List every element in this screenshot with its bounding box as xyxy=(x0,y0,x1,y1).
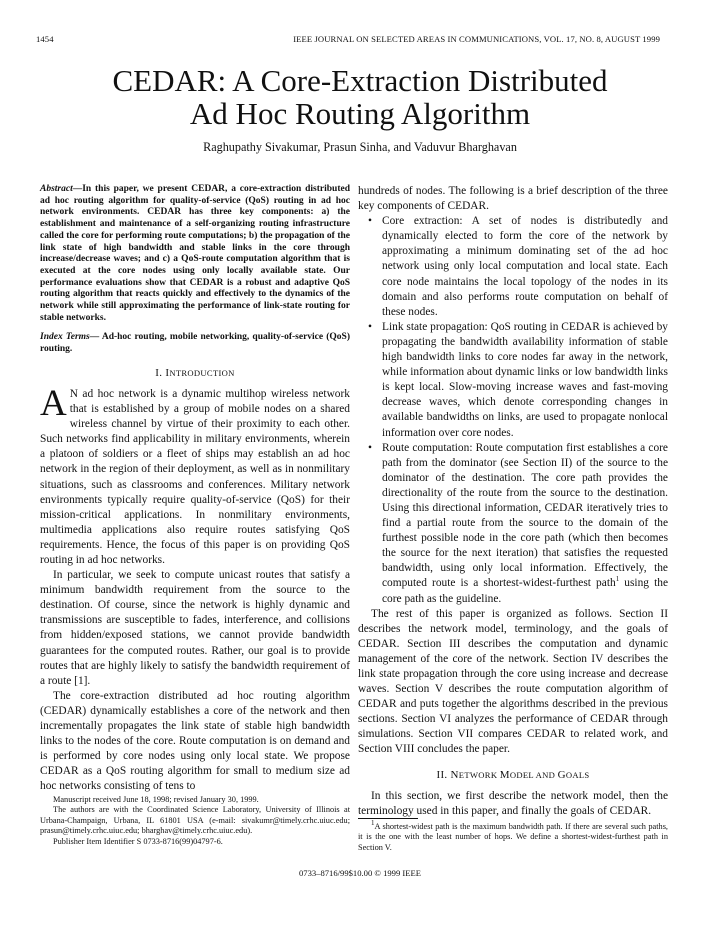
footnote-rule xyxy=(358,818,418,819)
copyright-footer: 0733–8716/99$10.00 © 1999 IEEE xyxy=(298,868,422,878)
index-terms-text: Ad-hoc routing, mobile networking, quality-of-service (QoS) routing. xyxy=(40,332,350,355)
section-heading-introduction: I. INTRODUCTION xyxy=(155,366,235,379)
components-intro: hundreds of nodes. The following is a brief description of the three key components of CEDAR. xyxy=(358,185,668,213)
intro-paragraph-3: The core-extraction distributed ad hoc routing algorithm (CEDAR) dynamically establishes a core of the network and then incrementally propagates the link state of stable high bandwidth links to the nodes of the core. Route computation is on demand and is performed by core nodes using only local state. We propose CEDAR as a QoS routing algorithm for small to medium size ad hoc networks consisting of tens to xyxy=(40,689,350,793)
index-terms-label: Index Terms— xyxy=(40,332,100,343)
footnote-1 xyxy=(358,819,668,853)
intro-paragraph-2: In particular, we seek to compute unicast routes that satisfy a minimum bandwidth requirement from the source to the destination. Of course, since the network is highly dynamic and transmissions are susceptible to fades, interference, and collisions from hidden/exposed stations, we cannot provide bandwidth guarantees for the computed routes. Rather, our goal is to provide routes that are highly likely to satisfy the bandwidth requirement of a route [1]. xyxy=(40,569,350,687)
footnote-received: Manuscript received June 18, 1998; revised January 30, 1999. xyxy=(53,795,259,804)
abstract-text: In this paper, we present CEDAR, a core-extraction distributed ad hoc routing algorithm for quality-of-service (QoS) routing in ad hoc network environments. CEDAR has three key components: a) the establishment and maintenance of a self-organizing routing infrastructure called the core for performing route computations; b) the propagation of the link state of high bandwidth and stable links in the core through increase/decrease waves; and c) a QoS-route computation algorithm that is executed at the core nodes using only locally available state. Our performance evaluations show that CEDAR is a robust and adaptive QoS routing algorithm that reacts quickly and effectively to the dynamics of the network while still approximating the performance of link-state routing for stable networks. xyxy=(40,184,350,323)
page-number: 1454 xyxy=(36,34,54,44)
section-heading-network-model: II. NETWORK MODEL AND GOALS xyxy=(436,768,590,781)
title-line-2: Ad Hoc Routing Algorithm xyxy=(189,96,531,131)
bullet-icon: • xyxy=(368,441,372,454)
abstract-label: Abstract— xyxy=(40,184,83,194)
abstract xyxy=(40,184,350,324)
footnote-marker: 1 xyxy=(615,575,620,584)
footnote-publisher-id: Publisher Item Identifier S 0733-8716(99)04797-6. xyxy=(53,836,223,846)
section2-paragraph: In this section, we first describe the network model, then the terminology used in this paper, and finally the goals of CEDAR. xyxy=(358,789,668,817)
footnote-number: 1 xyxy=(371,819,375,828)
left-column xyxy=(40,184,350,794)
organization-paragraph: The rest of this paper is organized as follows. Section II describes the network model, terminology, and the goals of CEDAR. Section III describes the computation and dynamic management of the core of the network. Section IV describes the link state propagation through the core using increase and decrease waves. Section V describes the route computation algorithm of CEDAR and puts together the algorithms described in the previous sections. Section VI analyzes the performance of CEDAR through simulations. Section VII compares CEDAR to related work, and Section VIII concludes the paper. xyxy=(358,607,668,756)
list-item-link-state: • Link state propagation: QoS routing in CEDAR is achieved by propagating the bandwidth availability information of stable high bandwidth links to core nodes far away in the network, while information about dynamic links or low bandwidth links is kept local. Slow-moving increase waves and fast-moving decrease waves, which denote corresponding changes in available bandwidths on links, are used to propagate nonlocal information over core nodes. xyxy=(368,320,668,439)
footnote-text: A shortest-widest path is the maximum bandwidth path. If there are several such paths, it is the one with the least number of hops. We define a shortest-widest-furthest path in Section V. xyxy=(358,822,668,852)
journal-header: IEEE JOURNAL ON SELECTED AREAS IN COMMUNICATIONS, VOL. 17, NO. 8, AUGUST 1999 xyxy=(293,34,660,44)
right-column xyxy=(358,184,668,819)
index-terms xyxy=(40,332,350,355)
drop-cap: A xyxy=(40,382,67,424)
list-item-core-extraction: • Core extraction: A set of nodes is distributedly and dynamically elected to form the core of the network by approximating a minimum dominating set of the ad hoc network using only local computation and local state. Each core node maintains the local topology of the nodes in its domain and also performs route computation on behalf of these nodes. xyxy=(368,215,668,318)
intro-paragraph-1: A N ad hoc network is a dynamic multihop wireless network that is established by a group of mobile nodes on a shared wireless channel by virtue of their proximity to each other. Such networks find applicability in military environments, wherein a platoon of soldiers or a fleet of ships may establish an ad hoc network in the region of their deployment, as well as in nonmilitary situations, such as classrooms and conferences. Military network environments typically require quality-of-service (QoS) for their mission-critical applications. In nonmilitary environments, multimedia applications also require routes satisfying QoS requirements. Hence, the focus of this paper is on providing QoS routing in ad hoc networks. xyxy=(40,382,350,566)
bullet-icon: • xyxy=(368,320,372,333)
paper-title xyxy=(0,64,720,130)
manuscript-footnote xyxy=(40,795,350,847)
list-item-route-computation: • Route computation: Route computation first establishes a core path from the dominator (see Section II) of the source to the dominator of the destination. The core path provides the directionality of the route from the source to the destination. Using this directional information, CEDAR iteratively tries to find a partial route from the source to the domain of the furthest possible node in the core path (which then becomes the source for the next iteration) that satisfies the requested bandwidth, using only local information. Effectively, the computed route is a shortest-widest-furthest path$^1$ using the core path as the guideline. xyxy=(368,441,668,605)
footnote-affiliation: The authors are with the Coordinated Science Laboratory, University of Illinois at Urbana-Champaign, Urbana, IL 61801 USA (e-mail: sivakumr@timely.crhc.uiuc.edu; prasun@timely.crhc.uiuc.edu; bharghav@timely.crhc.uiuc.edu). xyxy=(40,805,350,836)
bullet-icon: • xyxy=(368,215,372,228)
title-line-1: CEDAR: A Core-Extraction Distributed xyxy=(112,63,608,98)
author-list: Raghupathy Sivakumar, Prasun Sinha, and Vaduvur Bharghavan xyxy=(203,140,517,154)
